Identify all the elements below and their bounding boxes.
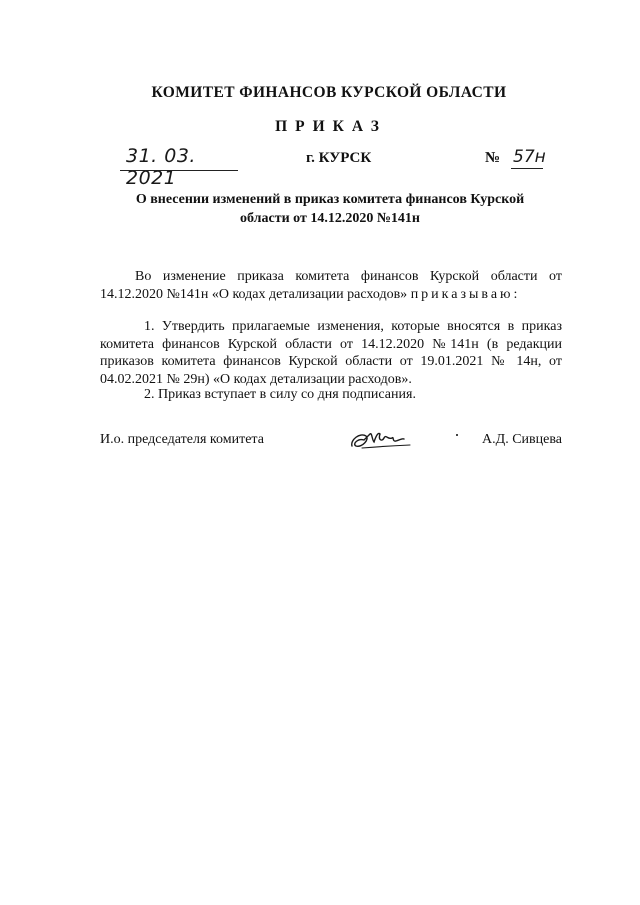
margin-mark	[456, 434, 458, 436]
signature-row	[100, 430, 562, 458]
signer-position: И.о. председателя комитета	[100, 432, 264, 447]
order-date-handwritten: 31. 03. 2021	[126, 145, 196, 189]
order-number-line	[511, 147, 546, 169]
date-underline	[120, 170, 238, 171]
document-type-title: ПРИКАЗ	[275, 118, 387, 135]
organization-title: КОМИТЕТ ФИНАНСОВ КУРСКОЙ ОБЛАСТИ	[151, 84, 507, 101]
intro-text: Во изменение приказа комитета финансов Курской области от 14.12.2020 №141н «О кодах детализации расходов»	[100, 269, 562, 302]
handwritten-signature	[348, 422, 412, 454]
item-2-paragraph: 2. Приказ вступает в силу со дня подписания.	[144, 387, 416, 402]
item-1-paragraph: 1. Утвердить прилагаемые изменения, которые вносятся в приказ комитета финансов Курской области от 14.12.2020 №141н (в редакции приказов комитета финансов Курской области от 19.01.2021 № 14н, от 04.02.2021 № 29н) «О кодах детализации расходов».	[100, 319, 562, 387]
order-number-handwritten: 57н	[513, 147, 546, 167]
number-sign: №	[485, 150, 501, 166]
number-underline	[511, 168, 543, 169]
order-word: приказываю:	[410, 286, 521, 302]
order-date-field	[120, 145, 238, 189]
city-label: г. КУРСК	[306, 150, 372, 166]
order-subject: О внесении изменений в приказ комитета финансов Курской области от 14.12.2020 №141н	[135, 192, 525, 226]
intro-paragraph	[100, 268, 562, 303]
signer-name: А.Д. Сивцева	[482, 432, 562, 447]
order-number-field	[485, 147, 560, 172]
